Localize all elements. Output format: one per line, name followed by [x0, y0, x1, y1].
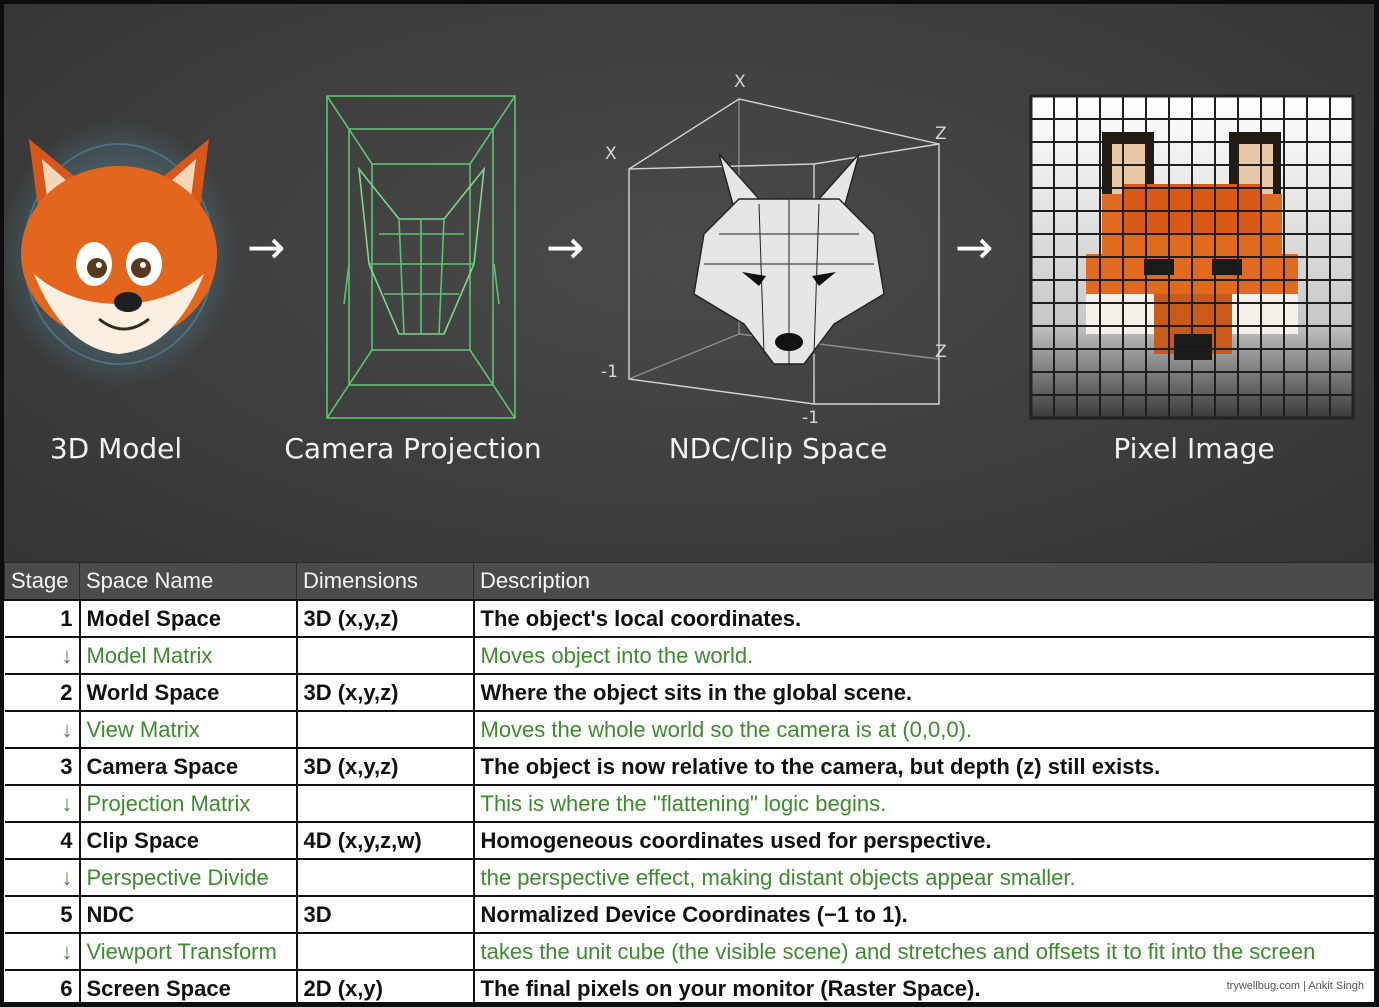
dimensions-cell: 3D (x,y,z) — [297, 748, 474, 785]
axis-label: -1 — [601, 362, 618, 382]
space-name-cell: Perspective Divide — [80, 859, 297, 896]
dimensions-cell: 4D (x,y,z,w) — [297, 822, 474, 859]
description-cell: The object's local coordinates. — [474, 600, 1375, 637]
dimensions-cell: 3D (x,y,z) — [297, 600, 474, 637]
space-name-cell: World Space — [80, 674, 297, 711]
fox-3d-model-icon — [4, 119, 239, 389]
description-cell: Normalized Device Coordinates (−1 to 1). — [474, 896, 1375, 933]
illustration-graphics — [4, 4, 1374, 562]
table-row-stage — [5, 600, 1375, 637]
stage-cell: ↓ — [5, 637, 80, 674]
dimensions-cell: 2D (x,y) — [297, 970, 474, 1002]
arrow-right-icon: → — [247, 220, 286, 274]
table-row-transform — [5, 933, 1375, 970]
stage-cell: ↓ — [5, 859, 80, 896]
description-cell: The object is now relative to the camera, but depth (z) still exists. — [474, 748, 1375, 785]
dimensions-cell: 3D (x,y,z) — [297, 674, 474, 711]
stage-cell: 1 — [5, 600, 80, 637]
ndc-cube-icon — [629, 99, 939, 404]
column-header-space-name: Space Name — [80, 563, 297, 601]
space-name-cell: Model Space — [80, 600, 297, 637]
stage-label-pixel-image: Pixel Image — [1113, 432, 1275, 465]
description-cell: The final pixels on your monitor (Raster Space). — [474, 970, 1375, 1002]
pixel-fox-image-icon — [1031, 96, 1353, 418]
table-row-transform — [5, 637, 1375, 674]
pipeline-figure — [4, 4, 1374, 1002]
stage-cell: ↓ — [5, 933, 80, 970]
camera-frustum-wireframe-icon — [327, 96, 515, 418]
column-header-description: Description — [474, 563, 1375, 601]
space-name-cell: Model Matrix — [80, 637, 297, 674]
pipeline-table — [4, 562, 1374, 1002]
space-name-cell: Screen Space — [80, 970, 297, 1002]
description-cell: Where the object sits in the global scene. — [474, 674, 1375, 711]
stage-cell: 5 — [5, 896, 80, 933]
table-body — [5, 600, 1375, 1002]
arrow-right-icon: → — [955, 220, 994, 274]
stage-label-camera-projection: Camera Projection — [284, 432, 542, 465]
column-header-stage: Stage — [5, 563, 80, 601]
table-row-stage — [5, 748, 1375, 785]
space-name-cell: Viewport Transform — [80, 933, 297, 970]
stage-cell: 2 — [5, 674, 80, 711]
table-header-row — [5, 563, 1375, 601]
stage-label-ndc-clip-space: NDC/Clip Space — [668, 432, 888, 465]
description-cell: Moves the whole world so the camera is at (0,0,0). — [474, 711, 1375, 748]
description-cell: Homogeneous coordinates used for perspective. — [474, 822, 1375, 859]
space-name-cell: Projection Matrix — [80, 785, 297, 822]
axis-label: X — [605, 144, 617, 164]
table-row-stage — [5, 822, 1375, 859]
space-name-cell: Camera Space — [80, 748, 297, 785]
table-row-transform — [5, 785, 1375, 822]
axis-label: -1 — [802, 408, 819, 428]
axis-label: Z — [935, 124, 947, 144]
dimensions-cell — [297, 785, 474, 822]
pipeline-illustration — [4, 4, 1374, 562]
table-row-stage — [5, 896, 1375, 933]
dimensions-cell: 3D — [297, 896, 474, 933]
description-cell: the perspective effect, making distant objects appear smaller. — [474, 859, 1375, 896]
description-cell: This is where the "flattening" logic begins. — [474, 785, 1375, 822]
credit-text: trywellbug.com | Ankit Singh — [1226, 980, 1364, 992]
table-row-transform — [5, 859, 1375, 896]
description-cell: Moves object into the world. — [474, 637, 1375, 674]
column-header-dimensions: Dimensions — [297, 563, 474, 601]
stage-cell: ↓ — [5, 785, 80, 822]
stage-cell: 4 — [5, 822, 80, 859]
space-name-cell: NDC — [80, 896, 297, 933]
axis-label: X — [734, 72, 746, 92]
dimensions-cell — [297, 637, 474, 674]
table-row-stage — [5, 674, 1375, 711]
table-row-transform — [5, 711, 1375, 748]
space-name-cell: Clip Space — [80, 822, 297, 859]
stage-cell: ↓ — [5, 711, 80, 748]
axis-label: Z — [935, 342, 947, 362]
arrow-right-icon: → — [546, 220, 585, 274]
space-name-cell: View Matrix — [80, 711, 297, 748]
table-row-stage — [5, 970, 1375, 1002]
stage-label-3d-model: 3D Model — [49, 432, 183, 465]
stage-cell: 3 — [5, 748, 80, 785]
description-cell: takes the unit cube (the visible scene) and stretches and offsets it to fit into the screen — [474, 933, 1375, 970]
stage-cell: 6 — [5, 970, 80, 1002]
dimensions-cell — [297, 859, 474, 896]
dimensions-cell — [297, 933, 474, 970]
dimensions-cell — [297, 711, 474, 748]
